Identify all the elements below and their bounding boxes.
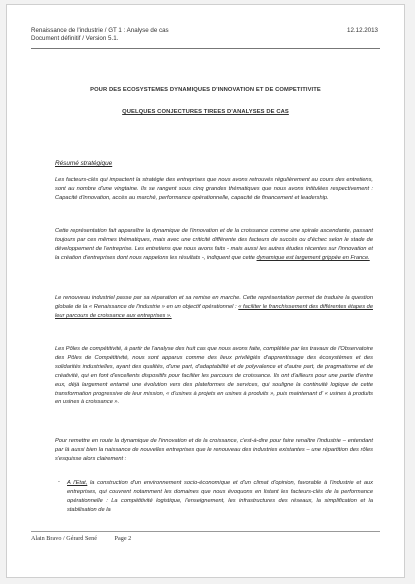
paragraph-2 — [55, 227, 373, 263]
header-divider — [31, 48, 380, 49]
paragraph-2-text: Cette représentation fait apparaître la dynamique de l'innovation et de la croissance comme une spirale ascendante, passant toujours par ces mêmes thématiques, mais avec une criticité différente des facteurs de succès ou d'échec selon le stade de développement de l'entreprise. Les entretiens que nous avons faits - mais aussi les autres études récentes sur l'innovation et la création d'entreprises dont nous rappelons les résultats -, indiquent que cette — [55, 228, 373, 261]
footer — [31, 535, 147, 542]
header-left — [31, 27, 169, 43]
footer-authors: Alain Bravo / Gérard Sené — [31, 535, 97, 542]
paragraph-4: Les Pôles de compétitivité, à partir de l'analyse des huit cas que nous avons faite, complétée par les travaux de l'Observatoire des Pôles de Compétitivité, nous sont apparus comme des lieux privilégiés d'apprentissage des écosystèmes et des solidarités industrielles, ayant des qualités, d'une part, d'adaptabilité et de polyvalence et d'autre part, de pragmatisme et de créativité, qui en font d'excellents dispositifs pour faciliter les parcours de croissance. Ils ont d'ailleurs pour une partie d'entre eux, déjà largement entamé une évolution vers des plateformes de services, qui souligne la continuité logique de cette transformation progressive de leur mission, « d'usines à projets en usines à produits », puis maintenant d' « usines à produits en usines à croissance ». — [55, 346, 373, 406]
paragraph-3 — [55, 294, 373, 321]
paragraph-3-underlined: « faciliter le franchissement des différentes étapes de leur parcours de croissance aux entreprises ». — [55, 303, 373, 319]
document-page — [6, 4, 405, 578]
paragraph-1: Les facteurs-clés qui impactent la stratégie des entreprises que nous avons retrouvés régulièrement au cours des entretiens, sont au nombre d'une vingtaine. Ils se rangent sous cinq grandes thématiques que nous avons intitulées respectivement : Capacité d'innovation, accès au marché, performance opérationnelle, capacité de financement et leadership. — [55, 177, 373, 201]
document-subtitle: QUELQUES CONJECTURES TIREES D'ANALYSES DE CAS — [122, 109, 289, 115]
paragraph-6 — [67, 479, 373, 515]
paragraph-6-lead: A l'Etat, — [67, 480, 88, 486]
paragraph-6-text: la construction d'un environnement socio-économique et d'un climat d'opinion, favorable à l'industrie et aux entreprises, qui couvrent notamment les domaines que nous évoquons en listant les facteurs-clés de la performance opérationnelle : La compétitivité logistique, l'enseignement, les infrastructures des réseaux, la simplification et la stabilisation de la — [67, 480, 373, 513]
header-line-1: Renaissance de l'industrie / GT 1 : Analyse de cas — [31, 27, 169, 34]
footer-page-number: Page 2 — [114, 535, 132, 542]
paragraph-2-underlined: dynamique est largement grippée en France. — [256, 254, 370, 261]
section-heading: Résumé stratégique — [55, 160, 113, 167]
paragraph-3-text: Le renouveau industriel passe par sa réparation et sa remise en marche. Cette représentation permet de traduire la question globale de la « Renaissance de l'industrie » en un objectif opérationnel : — [55, 295, 373, 310]
document-title: POUR DES ECOSYSTEMES DYNAMIQUES D'INNOVATION ET DE COMPETITIVITE — [90, 87, 321, 93]
header-line-2: Document définitif / Version 5.1. — [31, 35, 119, 42]
footer-divider — [31, 531, 380, 532]
paragraph-5: Pour remettre en route la dynamique de l'innovation et de la croissance, c'est-à-dire pour faire renaître l'industrie – entendant par là aussi bien la naissance de nouvelles entreprises que le renouveau des industries existantes – une répartition des rôles s'esquisse alors clairement : — [55, 438, 373, 462]
header-date: 12.12.2013 — [347, 27, 378, 34]
bullet-marker: - — [58, 479, 60, 485]
